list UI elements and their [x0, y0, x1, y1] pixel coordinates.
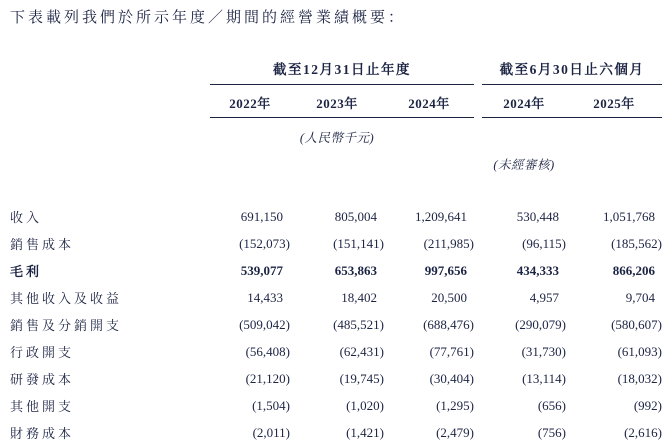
group-header-row: [10, 58, 662, 85]
value-cell: (185,562): [611, 235, 662, 251]
column-gap: [474, 257, 482, 284]
value-cell: (30,404): [429, 370, 474, 386]
value-cell: (2,011): [252, 424, 290, 440]
value-cell: 530,448: [516, 208, 559, 224]
year-header-2022: 2022年: [210, 85, 290, 118]
value-cell: 805,004: [334, 208, 377, 224]
row-label: 其他開支: [10, 399, 75, 414]
value-cell: 866,206: [612, 262, 655, 278]
value-cell: (61,093): [617, 343, 662, 359]
value-cell: (509,042): [239, 316, 290, 332]
value-cell: 653,863: [334, 262, 377, 278]
table-header: [10, 58, 662, 203]
row-label: 收入: [10, 210, 43, 225]
value-cell: (96,115): [522, 235, 566, 251]
value-cell: 4,957: [529, 289, 559, 305]
value-cell: (1,504): [252, 397, 290, 413]
value-cell: (21,120): [245, 370, 290, 386]
value-cell: 691,150: [240, 208, 283, 224]
table-row: [10, 257, 662, 284]
value-cell: (77,761): [429, 343, 474, 359]
table-row: [10, 365, 662, 392]
page-title: 下表載列我們於所示年度／期間的經營業績概要：: [10, 10, 407, 26]
table-body: [10, 203, 662, 444]
column-gap: [474, 392, 482, 419]
value-cell: 14,433: [247, 289, 283, 305]
value-cell: (992): [633, 397, 662, 413]
value-cell: 434,333: [516, 262, 559, 278]
column-gap: [474, 338, 482, 365]
value-cell: (656): [537, 397, 566, 413]
value-cell: 1,051,768: [603, 208, 655, 224]
audit-status-row: [10, 149, 662, 175]
value-cell: (211,985): [423, 235, 474, 251]
value-cell: 20,500: [431, 289, 467, 305]
table-row: [10, 392, 662, 419]
unaudited-note: (未經審核): [493, 158, 555, 172]
year-header-2025-interim: 2025年: [566, 85, 662, 118]
row-label: 行政開支: [10, 345, 75, 360]
table-row: [10, 284, 662, 311]
value-cell: (151,141): [333, 235, 384, 251]
value-cell: (688,476): [423, 316, 474, 332]
value-cell: 997,656: [424, 262, 467, 278]
value-cell: (1,421): [346, 424, 384, 440]
group-header-interim: 截至6月30日止六個月: [482, 58, 662, 85]
row-label: 研發成本: [10, 372, 75, 387]
table-row: [10, 338, 662, 365]
value-cell: (152,073): [239, 235, 290, 251]
row-label: 銷售成本: [10, 237, 75, 252]
spacer-row: [10, 175, 662, 203]
value-cell: (56,408): [245, 343, 290, 359]
year-header-2023: 2023年: [290, 85, 384, 118]
value-cell: (485,521): [333, 316, 384, 332]
year-header-2024: 2024年: [384, 85, 474, 118]
table-row: [10, 203, 662, 230]
row-label: 銷售及分銷開支: [10, 318, 123, 333]
table-row: [10, 419, 662, 444]
value-cell: (290,079): [515, 316, 566, 332]
year-header-2024-interim: 2024年: [482, 85, 566, 118]
currency-unit-row: [10, 118, 662, 150]
value-cell: (2,616): [624, 424, 662, 440]
value-cell: 539,077: [240, 262, 283, 278]
column-gap: [474, 284, 482, 311]
value-cell: 1,209,641: [415, 208, 467, 224]
table-row: [10, 230, 662, 257]
value-cell: 18,402: [341, 289, 377, 305]
row-label: 財務成本: [10, 426, 75, 441]
group-header-annual: 截至12月31日止年度: [210, 58, 474, 85]
value-cell: (31,730): [521, 343, 566, 359]
value-cell: (62,431): [339, 343, 384, 359]
row-label: 其他收入及收益: [10, 291, 123, 306]
column-gap: [474, 230, 482, 257]
value-cell: (1,020): [346, 397, 384, 413]
value-cell: (2,479): [436, 424, 474, 440]
column-gap: [474, 203, 482, 230]
table-row: [10, 311, 662, 338]
operating-results-table: [10, 58, 662, 444]
value-cell: (756): [537, 424, 566, 440]
value-cell: (580,607): [611, 316, 662, 332]
value-cell: (13,114): [522, 370, 566, 386]
year-header-row: [10, 85, 662, 118]
column-gap: [474, 365, 482, 392]
column-gap: [474, 311, 482, 338]
value-cell: 9,704: [625, 289, 655, 305]
value-cell: (18,032): [617, 370, 662, 386]
row-label: 毛利: [10, 264, 43, 279]
value-cell: (19,745): [339, 370, 384, 386]
column-gap: [474, 419, 482, 444]
value-cell: (1,295): [436, 397, 474, 413]
currency-unit-note: (人民幣千元): [299, 131, 375, 145]
